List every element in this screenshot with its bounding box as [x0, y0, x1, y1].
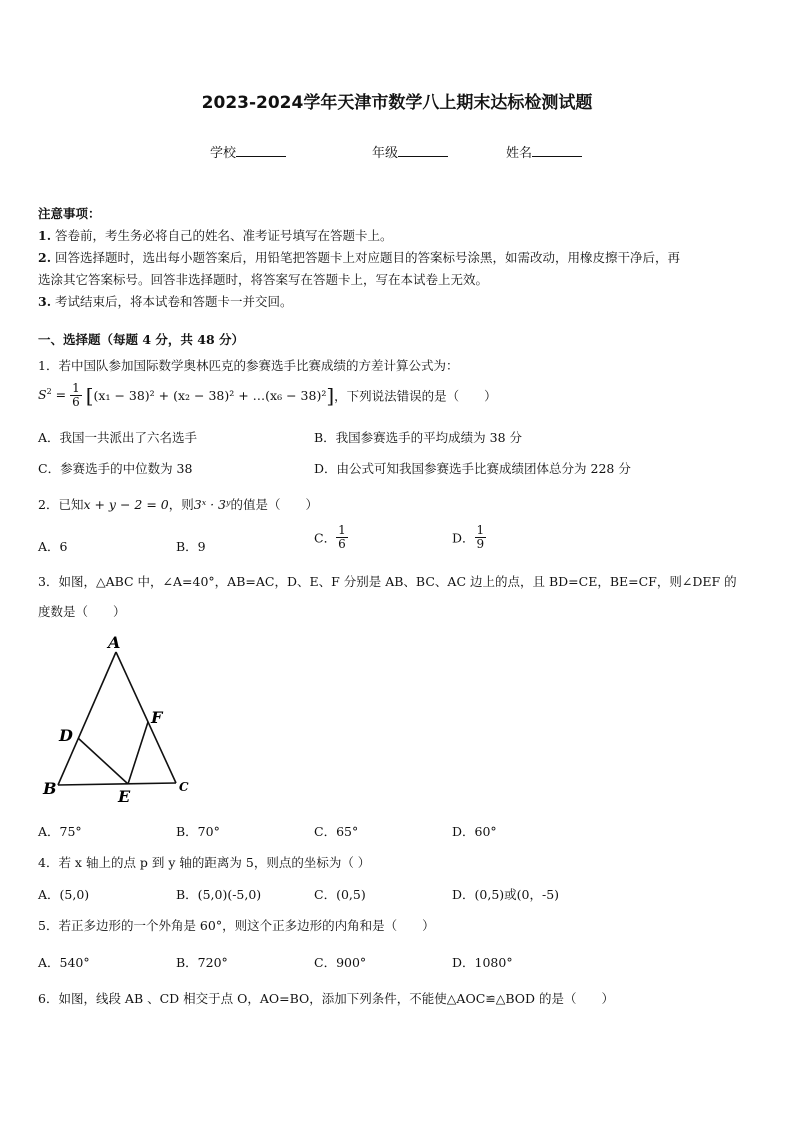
- q5-option-c[interactable]: C．900°: [314, 955, 367, 970]
- q5-option-a[interactable]: A．540°: [38, 955, 90, 970]
- grade-label: 年级: [372, 146, 399, 161]
- question-5-stem: 5．若正多边形的一个外角是 60°，则这个正多边形的内角和是（ ）: [38, 918, 435, 933]
- q5-option-d[interactable]: D．1080°: [452, 955, 513, 970]
- q5-option-b[interactable]: B．720°: [176, 955, 228, 970]
- name-label: 姓名: [506, 146, 533, 161]
- q1-option-b[interactable]: B．我国参赛选手的平均成绩为 38 分: [314, 430, 523, 445]
- q3-option-a[interactable]: A．75°: [38, 824, 82, 839]
- name-field: [506, 142, 582, 161]
- q4-option-c[interactable]: C．(0,5): [314, 887, 366, 902]
- school-label: 学校: [210, 146, 237, 161]
- q2-option-a[interactable]: A．6: [38, 539, 68, 554]
- notice-item-2: [38, 248, 680, 266]
- label-b: B: [43, 779, 57, 798]
- expression: 3ˣ · 3ʸ: [193, 497, 231, 512]
- notice-item-1: [38, 226, 393, 244]
- label-e: E: [118, 787, 131, 806]
- q1-option-d[interactable]: D．由公式可知我国参赛选手比赛成绩团体总分为 228 分: [314, 461, 631, 476]
- notice-text: 考试结束后，将本试卷和答题卡一并交回。: [55, 294, 293, 309]
- q2-option-d[interactable]: D． $\frac{1}{9}$: [452, 523, 485, 551]
- question-1-tail: ，下列说法错误的是（ ）: [334, 388, 497, 404]
- formula-fraction: $\frac{1}{6}$: [72, 381, 80, 409]
- q4-option-a[interactable]: A．(5,0): [38, 887, 90, 902]
- question-3-line-2: 度数是（ ）: [38, 604, 126, 619]
- question-1-formula: $S^2$ = $\frac{1}{6}$ [(x₁ − 38)² + (x₂ − 38)² + …(x₆ − 38)²]，下列说法错误的是（ ）: [38, 381, 497, 409]
- q1-option-c[interactable]: C．参赛选手的中位数为 38: [38, 461, 193, 476]
- notice-item-3: [38, 292, 293, 310]
- segment-ef: [128, 722, 148, 784]
- edge-bc: [58, 783, 176, 785]
- q4-option-d[interactable]: D．(0,5)或(0，-5): [452, 887, 560, 902]
- label-a: A: [108, 633, 121, 652]
- q2-option-c[interactable]: C． $\frac{1}{6}$: [314, 523, 346, 551]
- equation: x + y − 2 = 0: [83, 497, 169, 512]
- notice-num: 1.: [38, 228, 52, 243]
- formula-lhs: S: [38, 387, 47, 402]
- question-1-stem: 1．若中国队参加国际数学奥林匹克的参赛选手比赛成绩的方差计算公式为：: [38, 358, 459, 373]
- notice-item-2-cont: [38, 270, 488, 288]
- grade-blank: [398, 144, 448, 157]
- q4-option-b[interactable]: B．(5,0)(-5,0): [176, 887, 262, 902]
- notice-text: 选涂其它答案标号。回答非选择题时，将答案写在答题卡上，写在本试卷上无效。: [38, 272, 489, 287]
- notice-heading: 注意事项：: [38, 206, 101, 221]
- q2-option-b[interactable]: B．9: [176, 539, 206, 554]
- q3-option-b[interactable]: B．70°: [176, 824, 220, 839]
- edge-ac: [116, 652, 176, 783]
- label-c: C: [179, 780, 189, 794]
- label-d: D: [59, 726, 73, 745]
- notice-num: 3.: [38, 294, 52, 309]
- section-heading: 一、选择题（每题 4 分，共 48 分）: [38, 332, 245, 347]
- label-f: F: [151, 708, 163, 727]
- q3-option-d[interactable]: D．60°: [452, 824, 497, 839]
- question-3-line-1: 3．如图，△ABC 中，∠A=40°，AB=AC，D、E、F 分别是 AB、BC、AC 边上的点，且 BD=CE，BE=CF，则∠DEF 的: [38, 574, 737, 589]
- formula-body: (x₁ − 38)² + (x₂ − 38)² + …(x₆ − 38)²: [93, 388, 327, 403]
- notice-num: 2.: [38, 250, 52, 265]
- name-blank: [532, 144, 582, 157]
- school-field: [210, 142, 286, 161]
- school-blank: [236, 144, 286, 157]
- triangle-figure: [36, 628, 206, 808]
- notice-text: 答卷前，考生务必将自己的姓名、准考证号填写在答题卡上。: [55, 228, 393, 243]
- question-2-stem: 2．已知x + y − 2 = 0，则3ˣ · 3ʸ的值是（ ）: [38, 497, 318, 512]
- page-title: 2023-2024学年天津市数学八上期末达标检测试题: [201, 93, 593, 113]
- question-6-stem: 6．如图，线段 AB 、CD 相交于点 O，AO=BO，添加下列条件，不能使△AOC≌△BOD 的是（ ）: [38, 991, 615, 1006]
- q1-option-a[interactable]: A．我国一共派出了六名选手: [38, 430, 198, 445]
- q3-option-c[interactable]: C．65°: [314, 824, 359, 839]
- grade-field: [372, 142, 448, 161]
- question-4-stem: 4．若 x 轴上的点 p 到 y 轴的距离为 5，则点的坐标为（ ）: [38, 855, 371, 870]
- segment-de: [78, 738, 128, 784]
- notice-text: 回答选择题时，选出每小题答案后，用铅笔把答题卡上对应题目的答案标号涂黑，如需改动，用橡皮擦干净后，再: [55, 250, 681, 265]
